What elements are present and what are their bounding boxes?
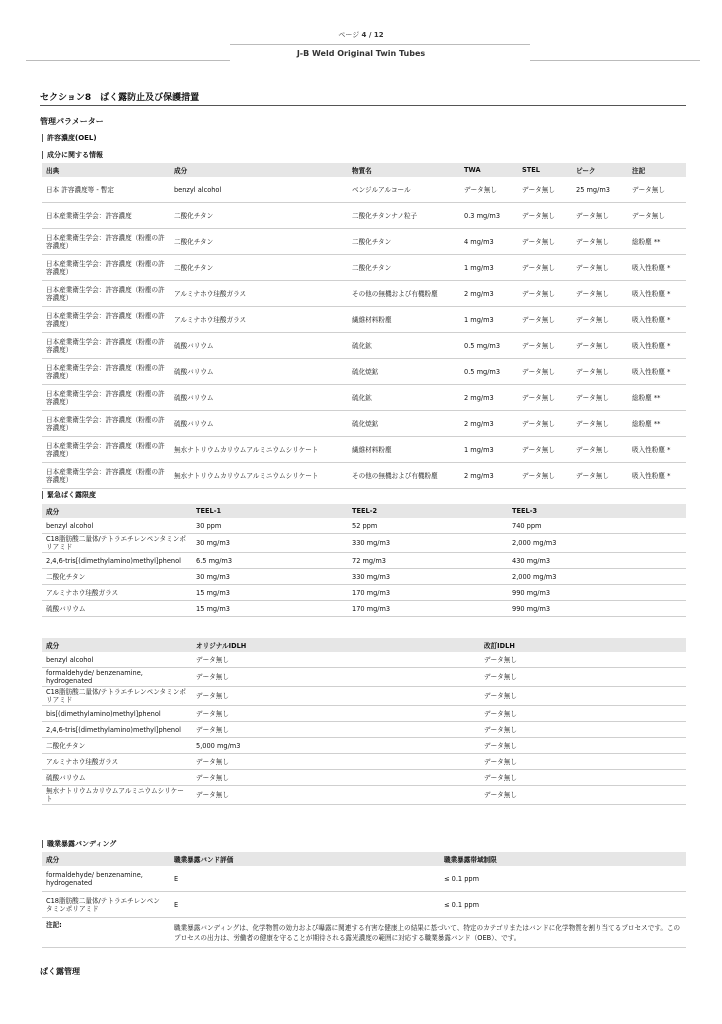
idlh-cell: データ無し	[480, 722, 686, 738]
oel-cell: 無水ナトリウムカリウムアルミニウムシリケート	[170, 463, 348, 489]
oel-cell: 日本産業衛生学会：許容濃度（粉塵の許容濃度）	[42, 333, 170, 359]
idlh-cell: 5,000 mg/m3	[192, 738, 480, 754]
oel-cell: データ無し	[572, 307, 628, 333]
idlh-cell: データ無し	[480, 770, 686, 786]
oel-table	[42, 163, 686, 489]
emergency-heading: 緊急ばく露限度	[42, 491, 96, 499]
table-row	[42, 281, 686, 307]
oel-cell: 二酸化チタン	[170, 203, 348, 229]
oel-cell: 硫酸バリウム	[170, 411, 348, 437]
idlh-table	[42, 638, 686, 805]
oel-header-cell: STEL	[518, 163, 572, 177]
idlh-header-cell: 改訂IDLH	[480, 638, 686, 652]
teel-cell: 740 ppm	[508, 518, 686, 534]
band-cell: C18脂肪酸二量体/テトラエチレンペンタミンポリアミド	[42, 892, 170, 918]
teel-cell: 15 mg/m3	[192, 585, 348, 601]
oel-cell: データ無し	[460, 177, 518, 203]
teel-cell: 330 mg/m3	[348, 569, 508, 585]
idlh-cell: formaldehyde/ benzenamine, hydrogenated	[42, 668, 192, 687]
teel-cell: 330 mg/m3	[348, 534, 508, 553]
table-row	[42, 229, 686, 255]
oel-cell: データ無し	[518, 229, 572, 255]
oel-cell: データ無し	[572, 333, 628, 359]
oel-cell: データ無し	[572, 203, 628, 229]
teel-header-cell: TEEL-1	[192, 504, 348, 518]
table-row	[42, 652, 686, 668]
oel-cell: 0.5 mg/m3	[460, 333, 518, 359]
oel-cell: 無水ナトリウムカリウムアルミニウムシリケート	[170, 437, 348, 463]
oel-cell: 日本産業衛生学会：許容濃度（粉塵の許容濃度）	[42, 411, 170, 437]
oel-cell: 硫化焼鉱	[348, 359, 460, 385]
idlh-cell: データ無し	[480, 668, 686, 687]
oel-cell: 2 mg/m3	[460, 281, 518, 307]
table-row	[42, 866, 686, 892]
oel-cell: 硫酸バリウム	[170, 385, 348, 411]
oel-heading: 許容濃度(OEL)	[42, 134, 97, 142]
oel-cell: 硫化鉱	[348, 385, 460, 411]
oel-cell: 日本産業衛生学会：許容濃度（粉塵の許容濃度）	[42, 437, 170, 463]
oel-cell: その他の無機および有機粉塵	[348, 463, 460, 489]
band-cell: ≤ 0.1 ppm	[440, 892, 686, 918]
table-row	[42, 786, 686, 805]
oel-header-cell: 注記	[628, 163, 686, 177]
info-heading: 成分に関する情報	[42, 151, 103, 159]
idlh-cell: 硫酸バリウム	[42, 770, 192, 786]
oel-cell: データ無し	[518, 359, 572, 385]
oel-cell: 二酸化チタン	[170, 255, 348, 281]
idlh-header-cell: 成分	[42, 638, 192, 652]
document-title: J-B Weld Original Twin Tubes	[296, 49, 426, 58]
idlh-cell: データ無し	[192, 754, 480, 770]
idlh-cell: 無水ナトリウムカリウムアルミニウムシリケート	[42, 786, 192, 805]
table-row	[42, 333, 686, 359]
idlh-cell: データ無し	[480, 706, 686, 722]
oel-cell: 吸入性粉塵 *	[628, 437, 686, 463]
idlh-cell: データ無し	[480, 754, 686, 770]
oel-cell: データ無し	[518, 203, 572, 229]
oel-header-cell: 出典	[42, 163, 170, 177]
exposure-controls-heading: ばく露管理	[40, 967, 80, 976]
oel-cell: 二酸化チタン	[348, 255, 460, 281]
oel-cell: 吸入性粉塵 *	[628, 307, 686, 333]
table-row	[42, 553, 686, 569]
table-row	[42, 411, 686, 437]
oel-cell: アルミナホウ珪酸ガラス	[170, 307, 348, 333]
teel-cell: 硫酸バリウム	[42, 601, 192, 617]
teel-header-cell: TEEL-3	[508, 504, 686, 518]
oel-cell: 日本産業衛生学会：許容濃度（粉塵の許容濃度）	[42, 359, 170, 385]
oel-cell: 硫酸バリウム	[170, 359, 348, 385]
band-cell: E	[170, 866, 440, 892]
oel-cell: アルミナホウ珪酸ガラス	[170, 281, 348, 307]
oel-cell: データ無し	[572, 385, 628, 411]
idlh-cell: データ無し	[480, 786, 686, 805]
oel-cell: 日本産業衛生学会：許容濃度（粉塵の許容濃度）	[42, 255, 170, 281]
oel-cell: ベンジルアルコール	[348, 177, 460, 203]
teel-cell: 30 mg/m3	[192, 534, 348, 553]
idlh-cell: 2,4,6-tris[(dimethylamino)methyl]phenol	[42, 722, 192, 738]
oel-cell: 総粉塵 **	[628, 229, 686, 255]
table-row	[42, 722, 686, 738]
table-row	[42, 569, 686, 585]
idlh-cell: bis[(dimethylamino)methyl]phenol	[42, 706, 192, 722]
table-row	[42, 203, 686, 229]
teel-cell: 170 mg/m3	[348, 585, 508, 601]
oel-cell: 日本産業衛生学会：許容濃度（粉塵の許容濃度）	[42, 307, 170, 333]
teel-cell: アルミナホウ珪酸ガラス	[42, 585, 192, 601]
header-divider-left	[26, 60, 230, 61]
oel-cell: データ無し	[518, 463, 572, 489]
oel-cell: 吸入性粉塵 *	[628, 463, 686, 489]
teel-cell: 2,000 mg/m3	[508, 569, 686, 585]
oel-cell: データ無し	[572, 281, 628, 307]
idlh-cell: データ無し	[192, 770, 480, 786]
table-row	[42, 518, 686, 534]
oel-cell: データ無し	[572, 255, 628, 281]
oel-cell: データ無し	[572, 437, 628, 463]
oel-cell: データ無し	[572, 359, 628, 385]
oel-header-cell: TWA	[460, 163, 518, 177]
band-header-cell: 職業暴露帯域制限	[440, 852, 686, 866]
table-row	[42, 534, 686, 553]
band-header-cell: 成分	[42, 852, 170, 866]
idlh-cell: データ無し	[192, 706, 480, 722]
table-row	[42, 687, 686, 706]
oel-cell: 吸入性粉塵 *	[628, 333, 686, 359]
oel-cell: 4 mg/m3	[460, 229, 518, 255]
teel-cell: 2,4,6-tris[(dimethylamino)methyl]phenol	[42, 553, 192, 569]
oel-cell: データ無し	[572, 229, 628, 255]
table-row	[42, 585, 686, 601]
oel-cell: 1 mg/m3	[460, 307, 518, 333]
idlh-cell: アルミナホウ珪酸ガラス	[42, 754, 192, 770]
idlh-cell: データ無し	[480, 652, 686, 668]
oel-cell: 吸入性粉塵 *	[628, 359, 686, 385]
table-row	[42, 754, 686, 770]
oel-cell: データ無し	[628, 203, 686, 229]
header-divider-right	[530, 60, 700, 61]
idlh-cell: C18脂肪酸二量体/テトラエチレンペンタミンポリアミド	[42, 687, 192, 706]
table-row	[42, 668, 686, 687]
note-text: 職業暴露バンディングは、化学物質の効力および曝露に関連する有害な健康上の結果に基づいて、特定のカテゴリまたはバンドに化学物質を割り当てるプロセスです。このプロセスの出力は、労働者の健康を守ることが期待される露光濃度の範囲に対応する職業暴露バンド（OEB）、です。	[170, 918, 686, 948]
table-row	[42, 385, 686, 411]
oel-cell: データ無し	[518, 255, 572, 281]
oel-cell: 日本産業衛生学会：許容濃度（粉塵の許容濃度）	[42, 229, 170, 255]
oel-cell: 硫化鉱	[348, 333, 460, 359]
table-row	[42, 255, 686, 281]
oel-cell: benzyl alcohol	[170, 177, 348, 203]
oel-cell: データ無し	[572, 463, 628, 489]
table-row	[42, 892, 686, 918]
teel-cell: 72 mg/m3	[348, 553, 508, 569]
oel-cell: 総粉塵 **	[628, 411, 686, 437]
oel-cell: 二酸化チタン	[348, 229, 460, 255]
page-number: ページ 4 / 12	[338, 31, 384, 39]
oel-cell: データ無し	[518, 385, 572, 411]
teel-cell: C18脂肪酸二量体/テトラエチレンペンタミンポリアミド	[42, 534, 192, 553]
teel-header-cell: TEEL-2	[348, 504, 508, 518]
teel-header-cell: 成分	[42, 504, 192, 518]
oel-cell: データ無し	[518, 333, 572, 359]
oel-cell: 25 mg/m3	[572, 177, 628, 203]
idlh-header-cell: オリジナルIDLH	[192, 638, 480, 652]
oel-cell: 硫化焼鉱	[348, 411, 460, 437]
section-title: セクション8 ばく露防止及び保護措置	[40, 90, 686, 106]
idlh-cell: benzyl alcohol	[42, 652, 192, 668]
band-cell: formaldehyde/ benzenamine, hydrogenated	[42, 866, 170, 892]
oel-cell: 1 mg/m3	[460, 255, 518, 281]
oel-cell: 吸入性粉塵 *	[628, 255, 686, 281]
teel-cell: 52 ppm	[348, 518, 508, 534]
table-row	[42, 738, 686, 754]
teel-cell: 30 mg/m3	[192, 569, 348, 585]
oel-header-cell: 成分	[170, 163, 348, 177]
teel-cell: 990 mg/m3	[508, 585, 686, 601]
band-header-cell: 職業暴露バンド評価	[170, 852, 440, 866]
oel-cell: 吸入性粉塵 *	[628, 281, 686, 307]
table-row	[42, 706, 686, 722]
teel-cell: 170 mg/m3	[348, 601, 508, 617]
idlh-cell: データ無し	[192, 786, 480, 805]
teel-cell: benzyl alcohol	[42, 518, 192, 534]
teel-cell: 990 mg/m3	[508, 601, 686, 617]
oel-cell: 1 mg/m3	[460, 437, 518, 463]
oel-cell: 2 mg/m3	[460, 463, 518, 489]
oel-cell: 二酸化チタンナノ粒子	[348, 203, 460, 229]
idlh-cell: 二酸化チタン	[42, 738, 192, 754]
idlh-cell: データ無し	[192, 668, 480, 687]
banding-note-row	[42, 918, 686, 948]
oel-cell: 0.3 mg/m3	[460, 203, 518, 229]
table-row	[42, 307, 686, 333]
oel-cell: データ無し	[518, 177, 572, 203]
oel-cell: その他の無機および有機粉塵	[348, 281, 460, 307]
idlh-cell: データ無し	[192, 687, 480, 706]
oel-cell: 日本 許容濃度等 - 暫定	[42, 177, 170, 203]
idlh-cell: データ無し	[192, 722, 480, 738]
oel-cell: 繊維材料粉塵	[348, 437, 460, 463]
idlh-cell: データ無し	[480, 687, 686, 706]
idlh-cell: データ無し	[192, 652, 480, 668]
control-params-heading: 管理パラメーター	[40, 117, 104, 126]
oel-cell: 日本産業衛生学会：許容濃度（粉塵の許容濃度）	[42, 281, 170, 307]
oel-cell: データ無し	[572, 411, 628, 437]
oel-cell: 日本産業衛生学会：許容濃度（粉塵の許容濃度）	[42, 463, 170, 489]
oel-cell: 硫酸バリウム	[170, 333, 348, 359]
oel-cell: データ無し	[628, 177, 686, 203]
note-label: 注記:	[42, 918, 170, 948]
oel-cell: 総粉塵 **	[628, 385, 686, 411]
teel-cell: 二酸化チタン	[42, 569, 192, 585]
oel-cell: 日本産業衛生学会：許容濃度	[42, 203, 170, 229]
teel-cell: 15 mg/m3	[192, 601, 348, 617]
oel-header-cell: 物質名	[348, 163, 460, 177]
oel-cell: 2 mg/m3	[460, 411, 518, 437]
teel-table	[42, 504, 686, 617]
oel-cell: データ無し	[518, 307, 572, 333]
oel-cell: データ無し	[518, 281, 572, 307]
oel-cell: 0.5 mg/m3	[460, 359, 518, 385]
oel-header-cell: ピーク	[572, 163, 628, 177]
table-row	[42, 770, 686, 786]
table-row	[42, 437, 686, 463]
oel-cell: 繊維材料粉塵	[348, 307, 460, 333]
oel-cell: 日本産業衛生学会：許容濃度（粉塵の許容濃度）	[42, 385, 170, 411]
oel-cell: データ無し	[518, 437, 572, 463]
oel-cell: 2 mg/m3	[460, 385, 518, 411]
banding-table	[42, 852, 686, 948]
idlh-cell: データ無し	[480, 738, 686, 754]
header-divider	[230, 44, 530, 45]
band-cell: E	[170, 892, 440, 918]
table-row	[42, 177, 686, 203]
oel-cell: データ無し	[518, 411, 572, 437]
band-cell: ≤ 0.1 ppm	[440, 866, 686, 892]
table-row	[42, 359, 686, 385]
table-row	[42, 601, 686, 617]
table-row	[42, 463, 686, 489]
banding-heading: 職業暴露バンディング	[42, 840, 116, 848]
oel-cell: 二酸化チタン	[170, 229, 348, 255]
teel-cell: 6.5 mg/m3	[192, 553, 348, 569]
teel-cell: 430 mg/m3	[508, 553, 686, 569]
teel-cell: 2,000 mg/m3	[508, 534, 686, 553]
teel-cell: 30 ppm	[192, 518, 348, 534]
